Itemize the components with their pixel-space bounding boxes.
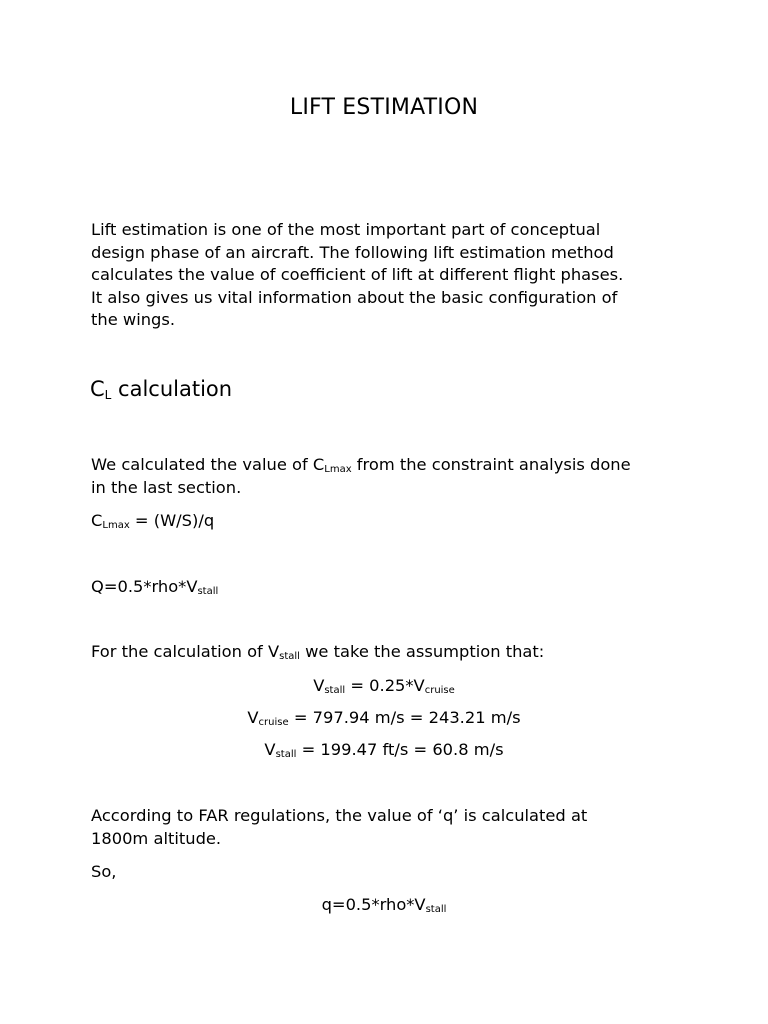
equation-vcruise [0,707,768,729]
far-paragraph-line-2: 1800m altitude. [91,829,222,848]
vstall-assumption-subscript: stall [279,651,300,662]
equation-q-base: Q=0.5*rho*V [91,577,198,596]
equation-vcruise-subscript: cruise [258,717,289,728]
intro-line-2: design phase of an aircraft. The following lift estimation method [91,242,614,262]
heading-symbol: C [90,377,105,401]
intro-line-3: calculates the value of coefficient of lift at different flight phases. [91,265,624,285]
page-title: LIFT ESTIMATION [289,95,479,120]
equation-q-final-subscript: stall [425,904,447,915]
equation-q-final-base: q=0.5*rho*V [321,895,426,914]
equation-vstall-base: V [313,676,325,695]
equation-q-subscript: stall [197,586,219,597]
equation-q-final [0,894,768,916]
equation-vcruise-rest: = 797.94 m/s = 243.21 m/s [288,708,521,727]
heading-subscript: L [104,388,112,402]
intro-line-1: Lift estimation is one of the most important part of conceptual [91,220,601,239]
intro-line-5: the wings. [91,310,176,330]
clmax-paragraph-post: from the constraint analysis done [351,455,631,474]
equation-vstall-subscript: stall [324,685,346,696]
equation-vstall [0,675,768,697]
heading-text: calculation [111,377,233,401]
so-text: So, [91,862,117,881]
equation-vstall-value-base: V [264,740,276,759]
section-heading-cl-calculation [90,375,232,403]
equation-vstall-value-rest: = 199.47 ft/s = 60.8 m/s [296,740,504,759]
vstall-assumption-paragraph [91,641,544,663]
intro-line-4: It also gives us vital information about the basic configuration of [91,287,618,307]
intro-paragraph [91,219,701,332]
clmax-paragraph-line-1 [91,454,631,476]
equation-vstall-value [0,739,768,761]
equation-vstall-value-subscript: stall [275,749,297,760]
clmax-paragraph-line-2: in the last section. [91,478,242,497]
equation-vstall-subscript-2: cruise [424,685,455,696]
clmax-paragraph-pre: We calculated the value of C [91,455,325,474]
equation-vstall-mid: = 0.25*V [345,676,425,695]
equation-clmax [91,510,214,532]
equation-q [91,576,218,598]
clmax-paragraph-subscript: Lmax [324,464,352,475]
far-paragraph-line-1: According to FAR regulations, the value of ‘q’ is calculated at [91,806,588,825]
equation-clmax-base: C [91,511,103,530]
vstall-assumption-post: we take the assumption that: [299,642,545,661]
equation-clmax-subscript: Lmax [102,520,130,531]
vstall-assumption-pre: For the calculation of V [91,642,280,661]
equation-vcruise-base: V [247,708,259,727]
equation-clmax-rest: = (W/S)/q [129,511,215,530]
